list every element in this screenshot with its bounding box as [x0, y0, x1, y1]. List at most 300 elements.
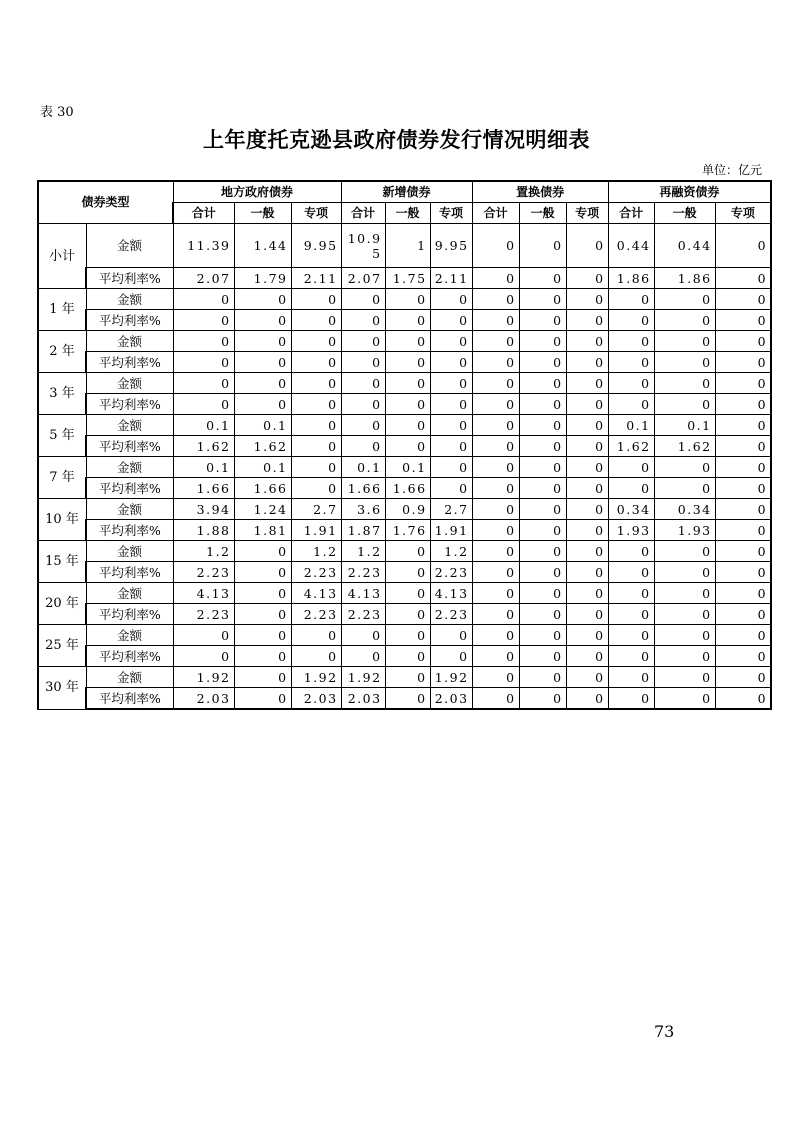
- value-cell: 0: [566, 373, 608, 394]
- value-cell: 2.03: [173, 688, 234, 710]
- period-label: 2 年: [38, 331, 86, 373]
- value-cell: 1.62: [608, 436, 654, 457]
- value-cell: 2.07: [341, 268, 385, 289]
- value-cell: 0: [566, 268, 608, 289]
- value-cell: 0: [654, 310, 715, 331]
- value-cell: 0: [519, 373, 566, 394]
- value-cell: 0: [519, 352, 566, 373]
- value-cell: 0: [341, 310, 385, 331]
- table-row: [38, 457, 771, 478]
- value-cell: 0: [173, 394, 234, 415]
- value-cell: 1.93: [608, 520, 654, 541]
- value-cell: 0: [566, 310, 608, 331]
- value-cell: 0: [385, 625, 430, 646]
- value-cell: 0: [472, 583, 519, 604]
- value-cell: 1.87: [341, 520, 385, 541]
- value-cell: 0: [519, 224, 566, 268]
- metric-label-amount: 金额: [86, 331, 173, 352]
- value-cell: 0.9: [385, 499, 430, 520]
- value-cell: 0: [519, 625, 566, 646]
- value-cell: 0: [608, 457, 654, 478]
- value-cell: 0: [715, 625, 771, 646]
- value-cell: 0: [472, 415, 519, 436]
- value-cell: 1.24: [234, 499, 291, 520]
- value-cell: 0.1: [234, 457, 291, 478]
- value-cell: 0: [341, 394, 385, 415]
- value-cell: 0: [566, 352, 608, 373]
- page-title: 上年度托克逊县政府债券发行情况明细表: [203, 127, 590, 152]
- value-cell: 0: [385, 415, 430, 436]
- value-cell: 0: [654, 646, 715, 667]
- value-cell: 0: [472, 478, 519, 499]
- metric-label-amount: 金额: [86, 457, 173, 478]
- value-cell: 0: [608, 352, 654, 373]
- value-cell: 0: [472, 499, 519, 520]
- metric-label-rate: 平均利率%: [86, 520, 173, 541]
- metric-label-rate: 平均利率%: [86, 562, 173, 583]
- metric-label-amount: 金额: [86, 289, 173, 310]
- value-cell: 0: [566, 331, 608, 352]
- value-cell: 0: [385, 310, 430, 331]
- value-cell: 0: [654, 688, 715, 710]
- value-cell: 0: [566, 457, 608, 478]
- value-cell: 0: [173, 331, 234, 352]
- value-cell: 0.1: [341, 457, 385, 478]
- value-cell: 0: [715, 583, 771, 604]
- value-cell: 0: [608, 310, 654, 331]
- value-cell: 1.66: [385, 478, 430, 499]
- value-cell: 0: [472, 457, 519, 478]
- sub-header-total: 合计: [608, 203, 654, 224]
- value-cell: 0: [519, 478, 566, 499]
- value-cell: 2.23: [291, 604, 341, 625]
- value-cell: 1.88: [173, 520, 234, 541]
- value-cell: 4.13: [173, 583, 234, 604]
- value-cell: 0: [472, 268, 519, 289]
- table-row: [38, 499, 771, 520]
- table-row: [38, 289, 771, 310]
- value-cell: 0: [715, 394, 771, 415]
- metric-label-amount: 金额: [86, 625, 173, 646]
- value-cell: 0: [341, 373, 385, 394]
- value-cell: 0: [385, 289, 430, 310]
- table-row: [38, 625, 771, 646]
- value-cell: 0: [608, 583, 654, 604]
- value-cell: 0: [654, 541, 715, 562]
- value-cell: 0: [173, 352, 234, 373]
- value-cell: 1.86: [654, 268, 715, 289]
- value-cell: 0: [385, 604, 430, 625]
- value-cell: 0: [472, 646, 519, 667]
- metric-label-rate: 平均利率%: [86, 352, 173, 373]
- value-cell: 0: [472, 436, 519, 457]
- value-cell: 0: [608, 541, 654, 562]
- unit-label: 单位：亿元: [701, 163, 762, 177]
- value-cell: 0: [715, 289, 771, 310]
- value-cell: 0: [234, 604, 291, 625]
- metric-label-rate: 平均利率%: [86, 268, 173, 289]
- value-cell: 0: [566, 646, 608, 667]
- sub-header-general: 一般: [654, 203, 715, 224]
- value-cell: 0: [566, 562, 608, 583]
- value-cell: 0: [173, 625, 234, 646]
- value-cell: 0: [566, 625, 608, 646]
- value-cell: 0: [654, 373, 715, 394]
- value-cell: 0: [291, 394, 341, 415]
- value-cell: 1: [385, 224, 430, 268]
- value-cell: 0: [566, 289, 608, 310]
- value-cell: 0: [291, 478, 341, 499]
- value-cell: 0: [519, 268, 566, 289]
- value-cell: 0: [608, 667, 654, 688]
- value-cell: 0: [234, 373, 291, 394]
- table-row: [38, 688, 771, 710]
- value-cell: 0: [715, 604, 771, 625]
- value-cell: 0: [472, 331, 519, 352]
- value-cell: 2.23: [341, 604, 385, 625]
- sub-header-total: 合计: [472, 203, 519, 224]
- value-cell: 0: [715, 646, 771, 667]
- value-cell: 0: [173, 310, 234, 331]
- value-cell: 1.92: [430, 667, 472, 688]
- value-cell: 0: [519, 583, 566, 604]
- metric-label-rate: 平均利率%: [86, 688, 173, 710]
- value-cell: 1.62: [654, 436, 715, 457]
- value-cell: 0: [472, 520, 519, 541]
- value-cell: 0: [566, 394, 608, 415]
- metric-label-rate: 平均利率%: [86, 394, 173, 415]
- value-cell: 0: [608, 604, 654, 625]
- value-cell: 0: [234, 289, 291, 310]
- value-cell: 0: [341, 646, 385, 667]
- value-cell: 0: [654, 457, 715, 478]
- value-cell: 0: [385, 541, 430, 562]
- value-cell: 0: [341, 352, 385, 373]
- value-cell: 0: [430, 394, 472, 415]
- value-cell: 0: [715, 457, 771, 478]
- value-cell: 1.92: [173, 667, 234, 688]
- value-cell: 0.34: [608, 499, 654, 520]
- value-cell: 0: [234, 562, 291, 583]
- value-cell: 0: [291, 436, 341, 457]
- value-cell: 0.1: [608, 415, 654, 436]
- value-cell: 0: [654, 352, 715, 373]
- table-row: [38, 583, 771, 604]
- value-cell: 0: [715, 562, 771, 583]
- value-cell: 0: [654, 289, 715, 310]
- value-cell: 2.23: [173, 604, 234, 625]
- value-cell: 0: [173, 289, 234, 310]
- metric-label-rate: 平均利率%: [86, 604, 173, 625]
- value-cell: 0: [234, 646, 291, 667]
- sub-header-special: 专项: [291, 203, 341, 224]
- value-cell: 0: [234, 394, 291, 415]
- table-body: [38, 224, 771, 710]
- value-cell: 0: [519, 562, 566, 583]
- metric-label-amount: 金额: [86, 583, 173, 604]
- value-cell: 1.76: [385, 520, 430, 541]
- value-cell: 0: [715, 499, 771, 520]
- value-cell: 1.86: [608, 268, 654, 289]
- value-cell: 1.66: [234, 478, 291, 499]
- value-cell: 0: [519, 394, 566, 415]
- value-cell: 0: [291, 331, 341, 352]
- value-cell: 0: [472, 667, 519, 688]
- value-cell: 0: [519, 331, 566, 352]
- period-label: 小计: [38, 224, 86, 289]
- value-cell: 0: [715, 667, 771, 688]
- value-cell: 1.2: [173, 541, 234, 562]
- value-cell: 0: [519, 499, 566, 520]
- metric-label-amount: 金额: [86, 224, 173, 268]
- value-cell: 0: [291, 415, 341, 436]
- period-label: 1 年: [38, 289, 86, 331]
- value-cell: 0: [341, 331, 385, 352]
- table-row: [38, 478, 771, 499]
- period-label: 3 年: [38, 373, 86, 415]
- value-cell: 0: [291, 373, 341, 394]
- value-cell: 0: [291, 289, 341, 310]
- value-cell: 0: [608, 331, 654, 352]
- period-label: 20 年: [38, 583, 86, 625]
- value-cell: 0: [472, 625, 519, 646]
- value-cell: 0: [566, 224, 608, 268]
- value-cell: 0.1: [654, 415, 715, 436]
- value-cell: 0: [519, 520, 566, 541]
- period-label: 10 年: [38, 499, 86, 541]
- value-cell: 0: [519, 457, 566, 478]
- value-cell: 0: [519, 415, 566, 436]
- value-cell: 2.7: [430, 499, 472, 520]
- value-cell: 0: [654, 394, 715, 415]
- value-cell: 1.62: [173, 436, 234, 457]
- value-cell: 2.23: [341, 562, 385, 583]
- value-cell: 0: [715, 478, 771, 499]
- value-cell: 0: [385, 436, 430, 457]
- table-row: [38, 331, 771, 352]
- value-cell: 0: [430, 373, 472, 394]
- value-cell: 1.93: [654, 520, 715, 541]
- group-header-refinancing: 再融资债券: [608, 181, 771, 203]
- value-cell: 0: [472, 604, 519, 625]
- value-cell: 0.1: [385, 457, 430, 478]
- table-row: [38, 394, 771, 415]
- value-cell: 0: [291, 625, 341, 646]
- value-cell: 0: [608, 688, 654, 710]
- value-cell: 0: [430, 310, 472, 331]
- value-cell: 0.1: [173, 457, 234, 478]
- value-cell: 0: [234, 331, 291, 352]
- bond-issuance-table: [37, 180, 772, 710]
- value-cell: 0: [430, 415, 472, 436]
- value-cell: 0: [654, 625, 715, 646]
- period-label: 5 年: [38, 415, 86, 457]
- value-cell: 2.23: [430, 562, 472, 583]
- table-row: [38, 541, 771, 562]
- group-header-new: 新增债券: [341, 181, 472, 203]
- table-row: [38, 436, 771, 457]
- value-cell: 2.11: [430, 268, 472, 289]
- value-cell: 0: [291, 352, 341, 373]
- value-cell: 1.66: [173, 478, 234, 499]
- value-cell: 3.6: [341, 499, 385, 520]
- value-cell: 0: [654, 604, 715, 625]
- value-cell: 0: [566, 499, 608, 520]
- table-row: [38, 604, 771, 625]
- value-cell: 0: [566, 688, 608, 710]
- value-cell: 0: [472, 394, 519, 415]
- metric-label-rate: 平均利率%: [86, 646, 173, 667]
- value-cell: 9.95: [291, 224, 341, 268]
- value-cell: 0: [430, 478, 472, 499]
- value-cell: 0: [715, 310, 771, 331]
- value-cell: 0: [291, 310, 341, 331]
- value-cell: 0: [566, 604, 608, 625]
- value-cell: 2.23: [291, 562, 341, 583]
- value-cell: 4.13: [291, 583, 341, 604]
- value-cell: 2.07: [173, 268, 234, 289]
- value-cell: 0: [472, 688, 519, 710]
- value-cell: 0: [519, 310, 566, 331]
- value-cell: 0: [608, 289, 654, 310]
- value-cell: 0: [234, 541, 291, 562]
- value-cell: 1.44: [234, 224, 291, 268]
- value-cell: 0: [654, 478, 715, 499]
- value-cell: 0: [715, 415, 771, 436]
- value-cell: 0: [472, 352, 519, 373]
- value-cell: 0: [715, 352, 771, 373]
- value-cell: 2.03: [291, 688, 341, 710]
- value-cell: 0: [472, 541, 519, 562]
- value-cell: 1.62: [234, 436, 291, 457]
- value-cell: 0.44: [608, 224, 654, 268]
- sub-header-special: 专项: [566, 203, 608, 224]
- value-cell: 1.66: [341, 478, 385, 499]
- value-cell: 0: [472, 373, 519, 394]
- value-cell: 0: [566, 478, 608, 499]
- value-cell: 0: [608, 625, 654, 646]
- value-cell: 0: [430, 331, 472, 352]
- metric-label-amount: 金额: [86, 541, 173, 562]
- value-cell: 0: [385, 688, 430, 710]
- value-cell: 0: [341, 436, 385, 457]
- value-cell: 0: [472, 289, 519, 310]
- value-cell: 0: [654, 667, 715, 688]
- value-cell: 3.94: [173, 499, 234, 520]
- sub-header-special: 专项: [430, 203, 472, 224]
- value-cell: 2.03: [430, 688, 472, 710]
- value-cell: 0.44: [654, 224, 715, 268]
- value-cell: 1.2: [430, 541, 472, 562]
- value-cell: 0: [715, 541, 771, 562]
- value-cell: 0: [430, 289, 472, 310]
- value-cell: 0: [608, 373, 654, 394]
- page-number: 73: [654, 1022, 675, 1041]
- sub-header-general: 一般: [519, 203, 566, 224]
- value-cell: 0: [715, 436, 771, 457]
- value-cell: 4.13: [341, 583, 385, 604]
- value-cell: 0: [715, 268, 771, 289]
- value-cell: 0.34: [654, 499, 715, 520]
- value-cell: 2.7: [291, 499, 341, 520]
- value-cell: 0: [234, 352, 291, 373]
- value-cell: 0: [608, 646, 654, 667]
- value-cell: 1.91: [430, 520, 472, 541]
- metric-label-rate: 平均利率%: [86, 310, 173, 331]
- value-cell: 1.91: [291, 520, 341, 541]
- value-cell: 0: [715, 520, 771, 541]
- value-cell: 0: [430, 625, 472, 646]
- table-row: [38, 667, 771, 688]
- metric-label-rate: 平均利率%: [86, 478, 173, 499]
- sub-header-special: 专项: [715, 203, 771, 224]
- table-label: 表 30: [40, 105, 74, 120]
- value-cell: 0.1: [234, 415, 291, 436]
- value-cell: 0: [385, 331, 430, 352]
- value-cell: 9.95: [430, 224, 472, 268]
- value-cell: 0: [234, 688, 291, 710]
- period-label: 30 年: [38, 667, 86, 710]
- value-cell: 0: [519, 688, 566, 710]
- value-cell: 0: [566, 541, 608, 562]
- value-cell: 0: [519, 667, 566, 688]
- sub-header-total: 合计: [341, 203, 385, 224]
- value-cell: 0: [234, 583, 291, 604]
- value-cell: 0: [566, 583, 608, 604]
- value-cell: 0: [715, 373, 771, 394]
- table-row: [38, 268, 771, 289]
- value-cell: 0: [566, 520, 608, 541]
- value-cell: 0: [472, 224, 519, 268]
- table-row: [38, 224, 771, 268]
- value-cell: 0: [173, 373, 234, 394]
- value-cell: 0: [173, 646, 234, 667]
- table-row: [38, 310, 771, 331]
- metric-label-rate: 平均利率%: [86, 436, 173, 457]
- value-cell: 0: [341, 625, 385, 646]
- table-row: [38, 415, 771, 436]
- value-cell: 0: [566, 436, 608, 457]
- value-cell: 1.2: [341, 541, 385, 562]
- value-cell: 0: [385, 646, 430, 667]
- value-cell: 0: [341, 415, 385, 436]
- value-cell: 1.75: [385, 268, 430, 289]
- period-label: 25 年: [38, 625, 86, 667]
- value-cell: 0: [234, 310, 291, 331]
- value-cell: 0: [519, 646, 566, 667]
- value-cell: 1.2: [291, 541, 341, 562]
- value-cell: 0: [654, 331, 715, 352]
- value-cell: 0: [234, 667, 291, 688]
- value-cell: 0: [291, 457, 341, 478]
- period-label: 15 年: [38, 541, 86, 583]
- value-cell: 0: [608, 394, 654, 415]
- value-cell: 0: [519, 604, 566, 625]
- value-cell: 1.81: [234, 520, 291, 541]
- value-cell: 0: [519, 541, 566, 562]
- metric-label-amount: 金额: [86, 499, 173, 520]
- value-cell: 0: [654, 562, 715, 583]
- table-row: [38, 646, 771, 667]
- metric-label-amount: 金额: [86, 373, 173, 394]
- sub-header-general: 一般: [385, 203, 430, 224]
- value-cell: 10.95: [341, 224, 385, 268]
- value-cell: 2.23: [430, 604, 472, 625]
- value-cell: 2.23: [173, 562, 234, 583]
- value-cell: 2.03: [341, 688, 385, 710]
- value-cell: 0: [430, 352, 472, 373]
- value-cell: 0: [566, 415, 608, 436]
